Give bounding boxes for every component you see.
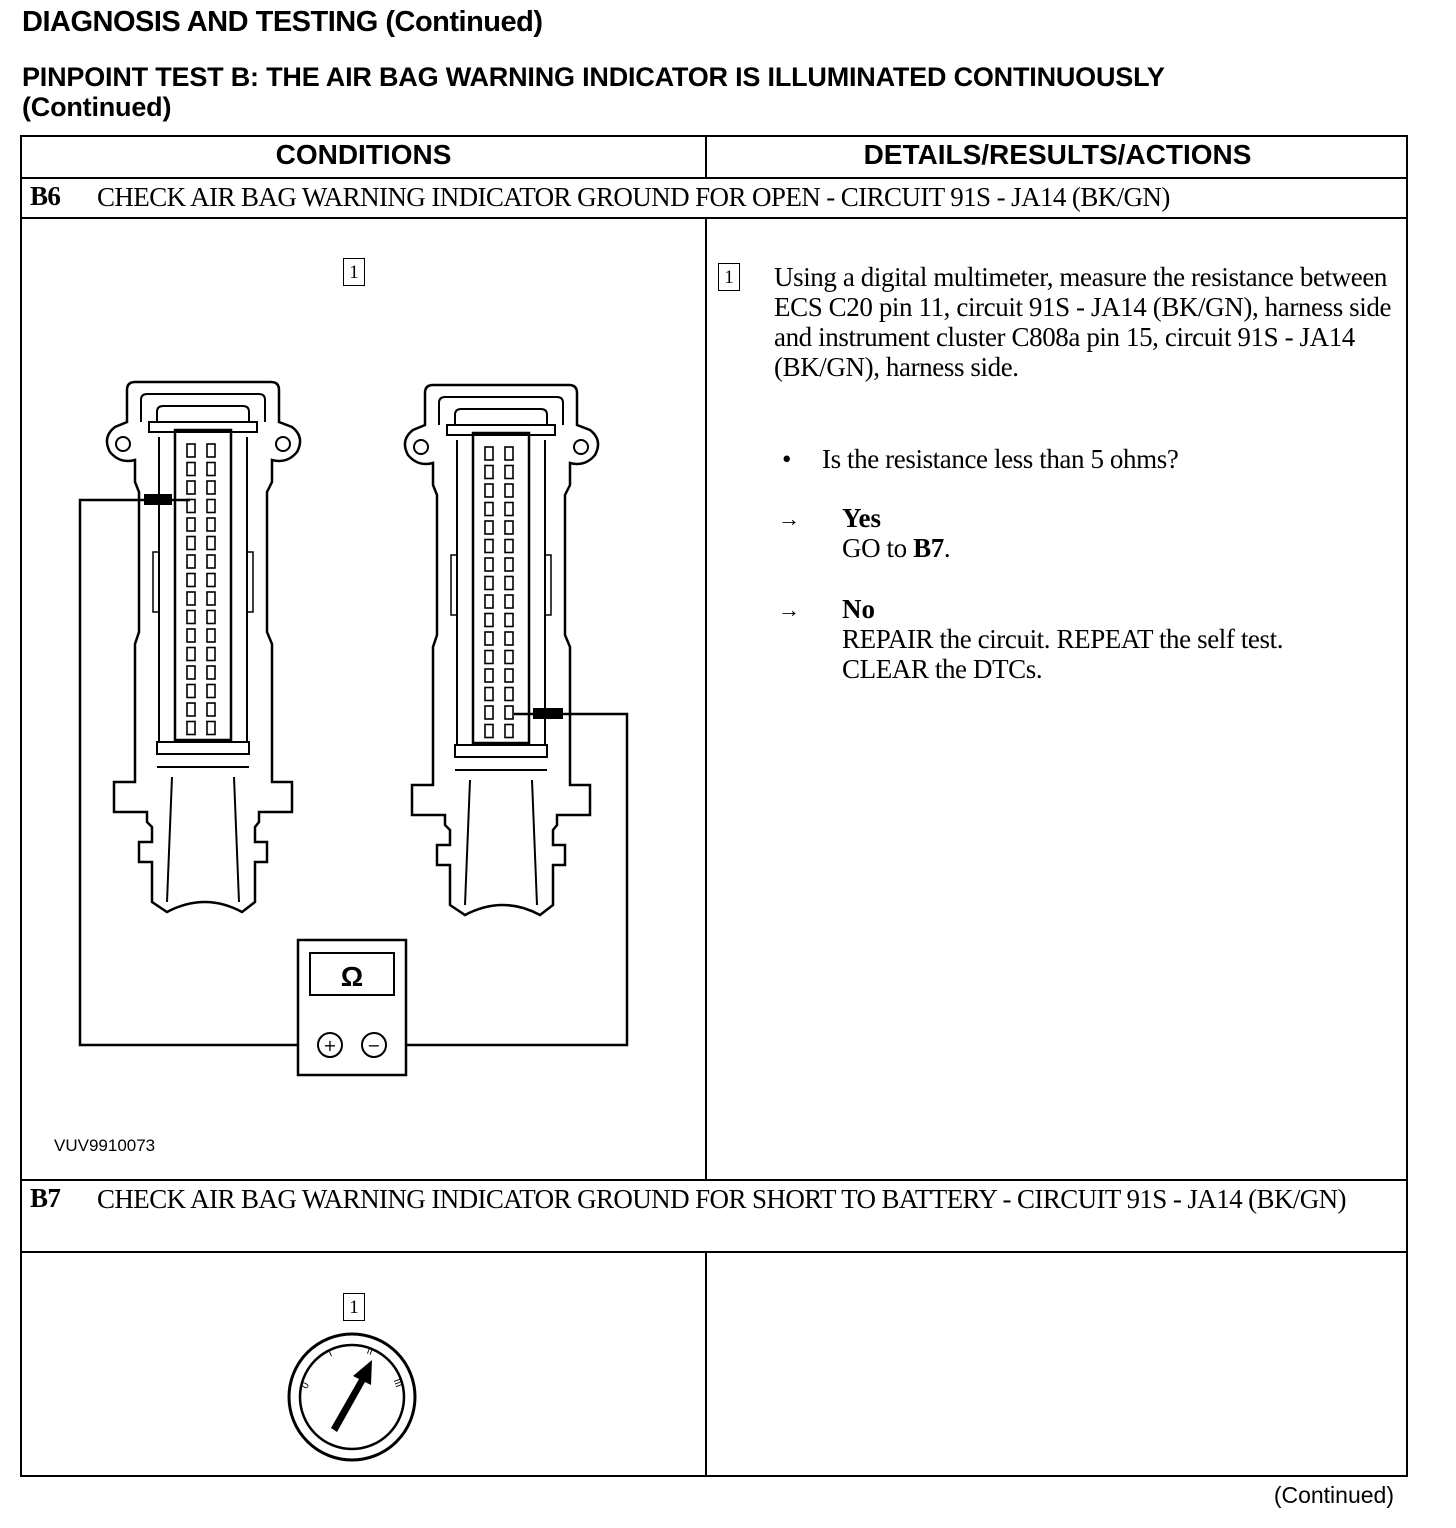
connector-pin	[207, 703, 215, 716]
connector-pin	[207, 500, 215, 513]
connector-pin	[485, 466, 493, 479]
result-no-action-line2: CLEAR the DTCs.	[842, 654, 1043, 684]
connector-pin	[207, 444, 215, 457]
connector-pin	[207, 629, 215, 642]
connector-pin	[485, 669, 493, 682]
connector-pin	[187, 648, 195, 661]
connector-pin	[485, 503, 493, 516]
connector-pin	[485, 521, 493, 534]
ohm-symbol: Ω	[340, 961, 364, 992]
connector-pin	[207, 518, 215, 531]
connector-pin	[207, 611, 215, 624]
bullet-icon: •	[782, 444, 792, 474]
connector-pin	[485, 577, 493, 590]
ignition-position-3: III	[390, 1377, 404, 1390]
connector-pin	[505, 466, 513, 479]
step-number: B7	[30, 1183, 61, 1213]
connector-pin	[505, 688, 513, 701]
connector-pin	[505, 484, 513, 497]
connector-pin	[505, 595, 513, 608]
connector-pin	[485, 632, 493, 645]
figure-step-marker: 1	[343, 258, 365, 286]
connector-pin	[207, 592, 215, 605]
connector-pin	[485, 614, 493, 627]
ignition-position-1: I	[326, 1348, 335, 1360]
connector-pin	[207, 648, 215, 661]
connector-pin	[187, 666, 195, 679]
ignition-position-0: 0	[299, 1380, 312, 1391]
column-divider	[705, 137, 707, 177]
connector-pin	[187, 444, 195, 457]
connector-pin	[505, 521, 513, 534]
connector-pin	[187, 722, 195, 735]
connector-pin	[207, 574, 215, 587]
step-title: CHECK AIR BAG WARNING INDICATOR GROUND FOR SHORT TO BATTERY - CIRCUIT 91S - JA14 (BK/GN)	[97, 1184, 1346, 1214]
connector-pin	[187, 463, 195, 476]
result-yes-action	[842, 533, 950, 563]
result-yes-target: B7	[913, 533, 944, 563]
minus-terminal-label: −	[367, 1036, 381, 1055]
test-question: Is the resistance less than 5 ohms?	[822, 444, 1179, 474]
connector-pin	[505, 558, 513, 571]
result-no-label: No	[842, 594, 875, 624]
connector-pin	[505, 447, 513, 460]
connector-pin	[505, 651, 513, 664]
connector-pin	[505, 577, 513, 590]
connector-pin	[187, 611, 195, 624]
multimeter-connector-diagram	[0, 0, 700, 1130]
connector-pin	[485, 706, 493, 719]
page-title: DIAGNOSIS AND TESTING (Continued)	[22, 6, 543, 38]
detail-instruction: Using a digital multimeter, measure the resistance between ECS C20 pin 11, circuit 91S - JA14 (BK/GN), harness side and instrument cluster C808a pin 15, circuit 91S - JA14 (BK/GN), harness side.	[774, 262, 1392, 382]
connector-pin	[505, 725, 513, 738]
arrow-right-icon: →	[778, 597, 800, 622]
connector-pin	[505, 540, 513, 553]
continued-footer: (Continued)	[1273, 1482, 1394, 1508]
details-header: DETAILS/RESULTS/ACTIONS	[863, 139, 1252, 170]
divider	[22, 1251, 1406, 1253]
pinpoint-test-title-line1: PINPOINT TEST B: THE AIR BAG WARNING INDICATOR IS ILLUMINATED CONTINUOUSLY	[22, 62, 1165, 92]
connector-pin	[485, 725, 493, 738]
connector-pin	[505, 669, 513, 682]
connector-pin	[187, 592, 195, 605]
connector-pin	[187, 629, 195, 642]
connector-pin	[187, 685, 195, 698]
step-number: B6	[30, 181, 61, 211]
connector-pin	[207, 537, 215, 550]
column-divider	[705, 1251, 707, 1477]
connector-pin	[485, 651, 493, 664]
figure-code: VUV9910073	[54, 1136, 156, 1155]
connector-pin	[207, 666, 215, 679]
ignition-switch-diagram	[285, 1330, 420, 1465]
connector-pin	[187, 537, 195, 550]
connector-pin	[207, 463, 215, 476]
connector-pin	[187, 574, 195, 587]
result-yes-label: Yes	[842, 503, 881, 533]
connector-pin	[207, 481, 215, 494]
ignition-position-2: II	[365, 1345, 375, 1358]
connector-pin	[187, 500, 195, 513]
detail-step-marker: 1	[718, 263, 740, 291]
connector-pin	[207, 555, 215, 568]
connector-pin	[505, 614, 513, 627]
connector-pin	[485, 540, 493, 553]
connector-pin	[207, 685, 215, 698]
result-yes-action-suffix: .	[943, 533, 951, 563]
connector-pin	[505, 503, 513, 516]
figure-step-marker: 1	[343, 1293, 365, 1321]
connector-pin	[505, 632, 513, 645]
connector-pin	[485, 595, 493, 608]
connector-pin	[485, 447, 493, 460]
connector-pin	[187, 703, 195, 716]
result-no-action-line1: REPAIR the circuit. REPEAT the self test.	[842, 624, 1284, 654]
connector-pin	[505, 706, 513, 719]
result-yes-action-prefix: GO to	[842, 533, 907, 563]
connector-pin	[485, 688, 493, 701]
connector-pin	[187, 518, 195, 531]
column-divider	[705, 217, 707, 1179]
step-row-b7	[22, 1181, 1406, 1251]
plus-terminal-label: +	[323, 1036, 337, 1055]
connector-pin	[485, 558, 493, 571]
pinpoint-test-title-line2: (Continued)	[22, 92, 172, 122]
connector-pin	[485, 484, 493, 497]
connector-pin	[207, 722, 215, 735]
conditions-header: CONDITIONS	[275, 139, 452, 170]
connector-pin	[187, 555, 195, 568]
step-title: CHECK AIR BAG WARNING INDICATOR GROUND FOR OPEN - CIRCUIT 91S - JA14 (BK/GN)	[97, 182, 1170, 212]
connector-pin	[187, 481, 195, 494]
arrow-right-icon: →	[778, 506, 800, 531]
